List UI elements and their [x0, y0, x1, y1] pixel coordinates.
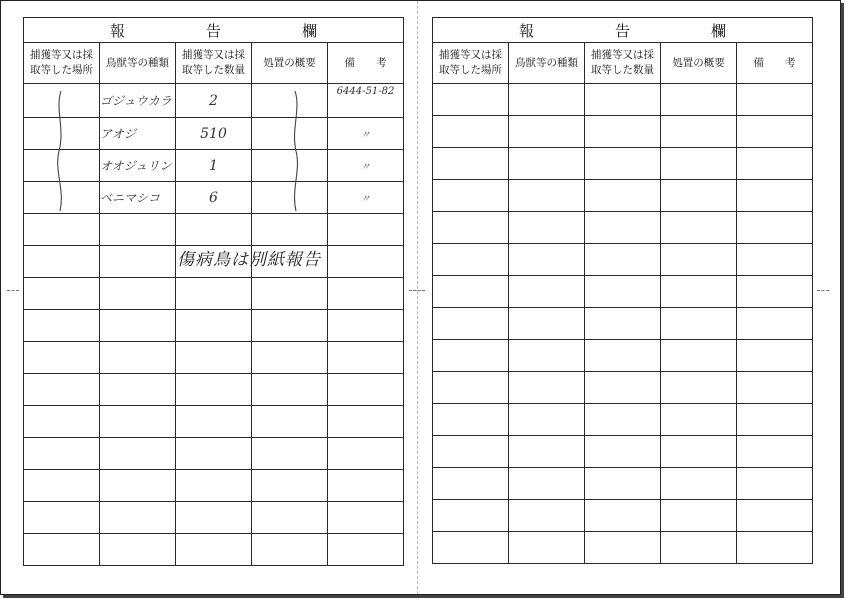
remarks-cell: [737, 468, 813, 500]
header-quantity: 捕獲等又は採 取等した数量: [176, 43, 252, 84]
report-table-right: [432, 17, 813, 564]
remarks-cell: [328, 278, 404, 310]
table-row: [433, 116, 813, 148]
species-cell: ゴジュウカラ: [100, 84, 176, 118]
table-row: [24, 310, 404, 342]
quantity-cell: 510: [176, 118, 252, 150]
title-char: 欄: [710, 21, 726, 40]
location-cell: [24, 214, 100, 246]
remarks-cell: [328, 342, 404, 374]
quantity-cell: [585, 532, 661, 564]
species-cell: [100, 438, 176, 470]
remarks-cell: [737, 404, 813, 436]
table-row: [433, 372, 813, 404]
quantity-cell: [585, 212, 661, 244]
species-cell: [100, 374, 176, 406]
table-row: [24, 278, 404, 310]
disposition-cell: [252, 374, 328, 406]
species-cell: [509, 276, 585, 308]
species-cell: [509, 340, 585, 372]
location-cell: [24, 374, 100, 406]
table-row: [433, 244, 813, 276]
header-species: 鳥獣等の種類: [509, 43, 585, 84]
species-cell: [100, 534, 176, 566]
species-cell: [509, 532, 585, 564]
remarks-cell: [737, 148, 813, 180]
title-char: 告: [614, 21, 630, 40]
quantity-cell: [176, 534, 252, 566]
disposition-cell: [661, 116, 737, 148]
location-cell: [433, 532, 509, 564]
quantity-cell: [176, 438, 252, 470]
location-cell: [433, 404, 509, 436]
species-cell: [509, 180, 585, 212]
disposition-cell: [252, 278, 328, 310]
quantity-cell: [585, 340, 661, 372]
remarks-cell: [737, 276, 813, 308]
quantity-cell: 2: [176, 84, 252, 118]
location-cell: [433, 468, 509, 500]
location-cell: [24, 470, 100, 502]
location-cell: [433, 372, 509, 404]
species-cell: [100, 342, 176, 374]
disposition-cell: [252, 214, 328, 246]
remarks-cell: [737, 340, 813, 372]
handwritten-note: 傷病鳥は別紙報告: [177, 250, 321, 270]
location-cell: [433, 148, 509, 180]
species-cell: ベニマシコ: [100, 182, 176, 214]
table-row: [24, 84, 404, 118]
remarks-cell: [328, 534, 404, 566]
quantity-cell: 6: [176, 182, 252, 214]
header-capture-location: 捕獲等又は採 取等した場所: [433, 43, 509, 84]
quantity-cell: [176, 374, 252, 406]
report-title: [433, 18, 813, 43]
disposition-cell: [661, 404, 737, 436]
table-row: [433, 532, 813, 564]
species-cell: [509, 404, 585, 436]
species-cell: [509, 148, 585, 180]
table-row: [433, 500, 813, 532]
table-row: [433, 436, 813, 468]
species-cell: [100, 470, 176, 502]
quantity-cell: [176, 214, 252, 246]
table-row: [24, 374, 404, 406]
disposition-cell: [661, 276, 737, 308]
disposition-cell: [252, 502, 328, 534]
quantity-cell: [176, 342, 252, 374]
table-row: [433, 148, 813, 180]
table-row: [433, 180, 813, 212]
table-row: [24, 438, 404, 470]
location-cell: [433, 84, 509, 116]
quantity-cell: [176, 406, 252, 438]
empty-rows: [433, 84, 813, 564]
species-cell: [100, 278, 176, 310]
remarks-cell: [737, 116, 813, 148]
disposition-cell: [252, 438, 328, 470]
location-cell: [24, 310, 100, 342]
species-cell: [100, 406, 176, 438]
remarks-cell: [737, 308, 813, 340]
table-row: [24, 214, 404, 246]
report-title: [24, 18, 404, 43]
species-cell: [509, 308, 585, 340]
quantity-cell: [585, 180, 661, 212]
disposition-cell: [661, 372, 737, 404]
quantity-cell: [585, 372, 661, 404]
header-capture-location: 捕獲等又は採 取等した場所: [24, 43, 100, 84]
location-cell: [433, 244, 509, 276]
remarks-cell: [737, 244, 813, 276]
header-remarks: 備 考: [737, 43, 813, 84]
remarks-cell: [737, 372, 813, 404]
table-row: [24, 470, 404, 502]
quantity-cell: [176, 470, 252, 502]
page-fold-line: [417, 1, 418, 594]
table-row: [24, 118, 404, 150]
location-bracket-icon: [51, 89, 71, 213]
table-row: [433, 308, 813, 340]
species-cell: [509, 468, 585, 500]
disposition-cell: [252, 310, 328, 342]
remarks-cell: 6444-51-82: [328, 84, 404, 118]
location-cell: [24, 534, 100, 566]
disposition-cell: [661, 532, 737, 564]
location-cell: [433, 116, 509, 148]
quantity-cell: [585, 244, 661, 276]
quantity-cell: [585, 84, 661, 116]
location-cell: [433, 500, 509, 532]
species-cell: [509, 212, 585, 244]
table-row: [24, 534, 404, 566]
title-char: 報: [518, 21, 534, 40]
quantity-cell: [585, 308, 661, 340]
quantity-cell: [176, 502, 252, 534]
disposition-cell: [661, 308, 737, 340]
remarks-cell: 〃: [328, 182, 404, 214]
species-cell: [100, 502, 176, 534]
remarks-cell: [737, 532, 813, 564]
quantity-cell: [585, 436, 661, 468]
disposition-cell: [661, 468, 737, 500]
remarks-cell: [737, 180, 813, 212]
table-row: [24, 182, 404, 214]
title-char: 欄: [301, 21, 317, 40]
species-cell: [100, 310, 176, 342]
disposition-cell: [661, 180, 737, 212]
remarks-cell: [737, 436, 813, 468]
remarks-cell: [737, 500, 813, 532]
fold-mark-right: [817, 290, 829, 291]
disposition-cell: [661, 340, 737, 372]
location-cell: [24, 502, 100, 534]
header-remarks: 備 考: [328, 43, 404, 84]
header-quantity: 捕獲等又は採 取等した数量: [585, 43, 661, 84]
remarks-cell: [328, 438, 404, 470]
disposition-cell: [252, 534, 328, 566]
remarks-cell: [328, 214, 404, 246]
species-cell: [509, 116, 585, 148]
remarks-cell: [328, 374, 404, 406]
species-cell: [100, 246, 176, 278]
remarks-cell: [328, 406, 404, 438]
report-table-left: [23, 17, 404, 566]
disposition-cell: [252, 342, 328, 374]
quantity-cell: 1: [176, 150, 252, 182]
quantity-cell: [176, 278, 252, 310]
header-species: 鳥獣等の種類: [100, 43, 176, 84]
disposition-cell: [661, 500, 737, 532]
species-cell: オオジュリン: [100, 150, 176, 182]
disposition-cell: [661, 148, 737, 180]
title-char: 告: [205, 21, 221, 40]
location-cell: [24, 342, 100, 374]
quantity-cell: [585, 276, 661, 308]
remarks-cell: [737, 84, 813, 116]
species-cell: [100, 214, 176, 246]
location-cell: [24, 406, 100, 438]
disposition-cell: [661, 244, 737, 276]
remarks-cell: [328, 470, 404, 502]
quantity-cell: [585, 468, 661, 500]
disposition-cell: [661, 436, 737, 468]
location-cell: [24, 278, 100, 310]
table-row: [24, 502, 404, 534]
title-char: 報: [109, 21, 125, 40]
quantity-cell: [176, 310, 252, 342]
remarks-cell: [737, 212, 813, 244]
quantity-cell: [585, 404, 661, 436]
remarks-cell: 〃: [328, 118, 404, 150]
location-cell: [24, 438, 100, 470]
table-row: [433, 404, 813, 436]
table-row: [433, 340, 813, 372]
header-disposition: 処置の概要: [661, 43, 737, 84]
species-cell: [509, 244, 585, 276]
species-cell: [509, 500, 585, 532]
remarks-cell: 〃: [328, 150, 404, 182]
quantity-cell: [585, 148, 661, 180]
disposition-bracket-icon: [285, 89, 305, 213]
fold-mark-left: [7, 290, 19, 291]
species-cell: [509, 372, 585, 404]
remarks-cell: [328, 502, 404, 534]
disposition-cell: [252, 406, 328, 438]
table-row: [433, 212, 813, 244]
table-row: [433, 468, 813, 500]
species-cell: [509, 436, 585, 468]
table-row: [24, 150, 404, 182]
location-cell: [433, 276, 509, 308]
location-cell: [433, 180, 509, 212]
species-cell: [509, 84, 585, 116]
table-row: [433, 84, 813, 116]
fold-mark-center-right: [413, 290, 425, 291]
location-cell: [433, 340, 509, 372]
remarks-cell: [328, 246, 404, 278]
location-cell: [24, 246, 100, 278]
quantity-cell: [585, 116, 661, 148]
disposition-cell: [661, 212, 737, 244]
species-cell: アオジ: [100, 118, 176, 150]
location-cell: [433, 212, 509, 244]
disposition-cell: [661, 84, 737, 116]
table-row: [24, 406, 404, 438]
table-row: [24, 342, 404, 374]
table-row: [433, 276, 813, 308]
quantity-cell: [585, 500, 661, 532]
disposition-cell: [252, 470, 328, 502]
location-cell: [433, 436, 509, 468]
location-cell: [433, 308, 509, 340]
header-disposition: 処置の概要: [252, 43, 328, 84]
remarks-cell: [328, 310, 404, 342]
